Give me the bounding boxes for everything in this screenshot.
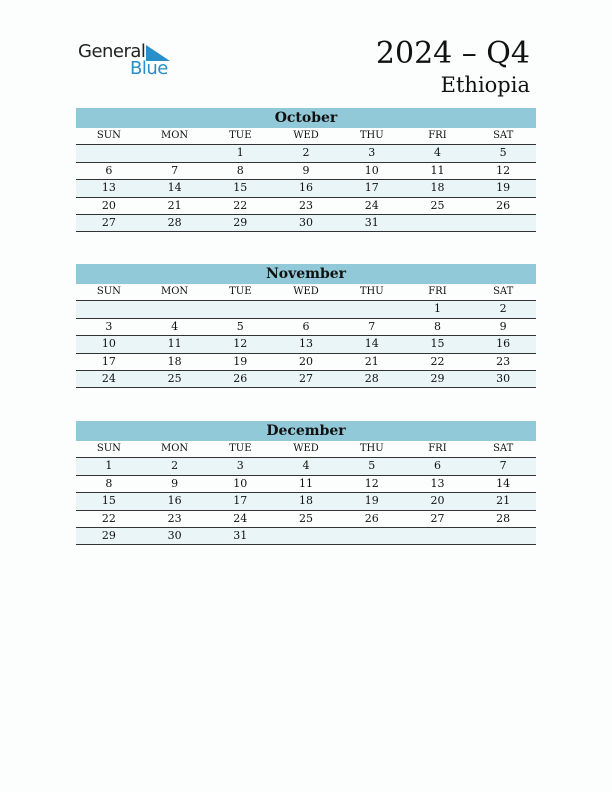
day-cell: 28 [496, 511, 511, 525]
day-cell: 3 [368, 146, 376, 160]
day-cell: 2 [302, 146, 310, 160]
week-row [76, 215, 536, 232]
day-cell: 12 [233, 337, 248, 351]
day-cell: 20 [101, 198, 116, 212]
day-cell: 31 [233, 528, 248, 542]
month-header: November [76, 264, 536, 284]
month-calendar-december [76, 421, 536, 545]
day-cell: 5 [236, 319, 244, 333]
day-cell: 30 [299, 215, 314, 229]
day-cell [76, 301, 142, 317]
day-cell: 9 [171, 476, 179, 490]
day-cell: 8 [433, 319, 441, 333]
page-title: 2024 – Q4 [375, 36, 530, 71]
week-row [76, 493, 536, 510]
day-cell: 8 [236, 163, 244, 177]
logo-general-text: General [78, 41, 146, 62]
week-row [76, 336, 536, 353]
day-cell: 27 [430, 511, 445, 525]
day-cell: 15 [430, 337, 445, 351]
week-row [76, 371, 536, 388]
week-row [76, 354, 536, 371]
day-cell: 18 [430, 181, 445, 195]
day-cell: 4 [171, 319, 179, 333]
day-cell: 9 [302, 163, 310, 177]
day-cell [339, 301, 405, 317]
week-row [76, 180, 536, 197]
month-calendar-november [76, 264, 536, 388]
day-cell: 10 [101, 337, 116, 351]
day-cell: 27 [299, 371, 314, 385]
day-cell: 13 [101, 181, 116, 195]
day-cell: 27 [101, 215, 116, 229]
day-cell: 11 [430, 163, 445, 177]
day-cell [76, 145, 142, 161]
weekday-header-row [76, 441, 536, 458]
day-cell: 23 [496, 354, 511, 368]
day-cell: 19 [496, 181, 511, 195]
day-cell: 21 [364, 354, 379, 368]
weekday-label: THU [359, 443, 384, 454]
day-cell [470, 528, 536, 544]
day-cell: 29 [430, 371, 445, 385]
day-cell: 28 [167, 215, 182, 229]
day-cell: 30 [167, 528, 182, 542]
day-cell: 11 [299, 476, 314, 490]
day-cell: 26 [233, 371, 248, 385]
day-cell: 28 [364, 371, 379, 385]
day-cell: 13 [430, 476, 445, 490]
day-cell: 3 [105, 319, 113, 333]
day-cell: 4 [302, 459, 310, 473]
day-cell: 12 [364, 476, 379, 490]
day-cell: 19 [364, 494, 379, 508]
weekday-label: WED [293, 286, 319, 297]
day-cell: 21 [496, 494, 511, 508]
day-cell: 6 [302, 319, 310, 333]
day-cell: 14 [364, 337, 379, 351]
weekday-label: MON [160, 286, 189, 297]
weekday-label: SUN [96, 130, 121, 141]
day-cell: 24 [364, 198, 379, 212]
week-row [76, 458, 536, 475]
weekday-label: TUE [229, 443, 252, 454]
day-cell [273, 301, 339, 317]
day-cell: 18 [167, 354, 182, 368]
day-cell: 25 [299, 511, 314, 525]
day-cell: 1 [433, 302, 441, 316]
day-cell: 30 [496, 371, 511, 385]
month-header: October [76, 108, 536, 128]
weekday-label: FRI [428, 286, 447, 297]
day-cell [405, 528, 471, 544]
weekday-label: FRI [428, 130, 447, 141]
month-calendar-october [76, 108, 536, 232]
day-cell: 3 [236, 459, 244, 473]
day-cell: 22 [430, 354, 445, 368]
day-cell: 17 [101, 354, 116, 368]
day-cell: 16 [299, 181, 314, 195]
day-cell: 14 [496, 476, 511, 490]
weekday-label: SAT [493, 286, 514, 297]
brand-logo [78, 41, 178, 81]
day-cell: 19 [233, 354, 248, 368]
weekday-label: MON [160, 130, 189, 141]
month-header: December [76, 421, 536, 441]
week-row [76, 301, 536, 318]
day-cell: 1 [236, 146, 244, 160]
weekday-label: SAT [493, 443, 514, 454]
day-cell: 23 [299, 198, 314, 212]
weekday-label: WED [293, 130, 319, 141]
day-cell: 21 [167, 198, 182, 212]
day-cell: 17 [233, 494, 248, 508]
day-cell [273, 528, 339, 544]
day-cell [207, 301, 273, 317]
day-cell: 22 [101, 511, 116, 525]
weekday-header-row [76, 284, 536, 301]
day-cell [142, 301, 208, 317]
weekday-label: THU [359, 130, 384, 141]
day-cell: 20 [299, 354, 314, 368]
day-cell: 25 [167, 371, 182, 385]
day-cell: 6 [105, 163, 113, 177]
day-cell: 7 [499, 459, 507, 473]
day-cell: 8 [105, 476, 113, 490]
weekday-label: TUE [229, 130, 252, 141]
day-cell: 24 [101, 371, 116, 385]
day-cell: 15 [233, 181, 248, 195]
weekday-label: WED [293, 443, 319, 454]
week-row [76, 476, 536, 493]
week-row [76, 528, 536, 545]
day-cell: 22 [233, 198, 248, 212]
day-cell: 10 [233, 476, 248, 490]
country-subtitle: Ethiopia [440, 73, 530, 97]
week-row [76, 145, 536, 162]
day-cell: 9 [499, 319, 507, 333]
weekday-label: SUN [96, 443, 121, 454]
weekday-label: SAT [493, 130, 514, 141]
day-cell: 5 [499, 146, 507, 160]
day-cell [339, 528, 405, 544]
day-cell: 17 [364, 181, 379, 195]
day-cell: 26 [364, 511, 379, 525]
week-row [76, 511, 536, 528]
day-cell: 7 [368, 319, 376, 333]
day-cell: 26 [496, 198, 511, 212]
day-cell: 1 [105, 459, 113, 473]
week-row [76, 198, 536, 215]
week-row [76, 163, 536, 180]
weekday-label: SUN [96, 286, 121, 297]
week-row [76, 319, 536, 336]
day-cell: 12 [496, 163, 511, 177]
weekday-label: FRI [428, 443, 447, 454]
day-cell: 29 [101, 528, 116, 542]
day-cell: 13 [299, 337, 314, 351]
day-cell: 23 [167, 511, 182, 525]
weekday-label: TUE [229, 286, 252, 297]
day-cell [142, 145, 208, 161]
day-cell [470, 215, 536, 231]
day-cell: 24 [233, 511, 248, 525]
day-cell [405, 215, 471, 231]
logo-blue-text: Blue [130, 58, 168, 79]
day-cell: 16 [167, 494, 182, 508]
day-cell: 5 [368, 459, 376, 473]
day-cell: 29 [233, 215, 248, 229]
day-cell: 31 [364, 215, 379, 229]
weekday-header-row [76, 128, 536, 145]
day-cell: 15 [101, 494, 116, 508]
day-cell: 18 [299, 494, 314, 508]
day-cell: 4 [433, 146, 441, 160]
day-cell: 11 [167, 337, 182, 351]
day-cell: 14 [167, 181, 182, 195]
day-cell: 16 [496, 337, 511, 351]
weekday-label: MON [160, 443, 189, 454]
day-cell: 7 [171, 163, 179, 177]
day-cell: 25 [430, 198, 445, 212]
day-cell: 2 [499, 302, 507, 316]
weekday-label: THU [359, 286, 384, 297]
day-cell: 6 [433, 459, 441, 473]
day-cell: 20 [430, 494, 445, 508]
day-cell: 2 [171, 459, 179, 473]
day-cell: 10 [364, 163, 379, 177]
